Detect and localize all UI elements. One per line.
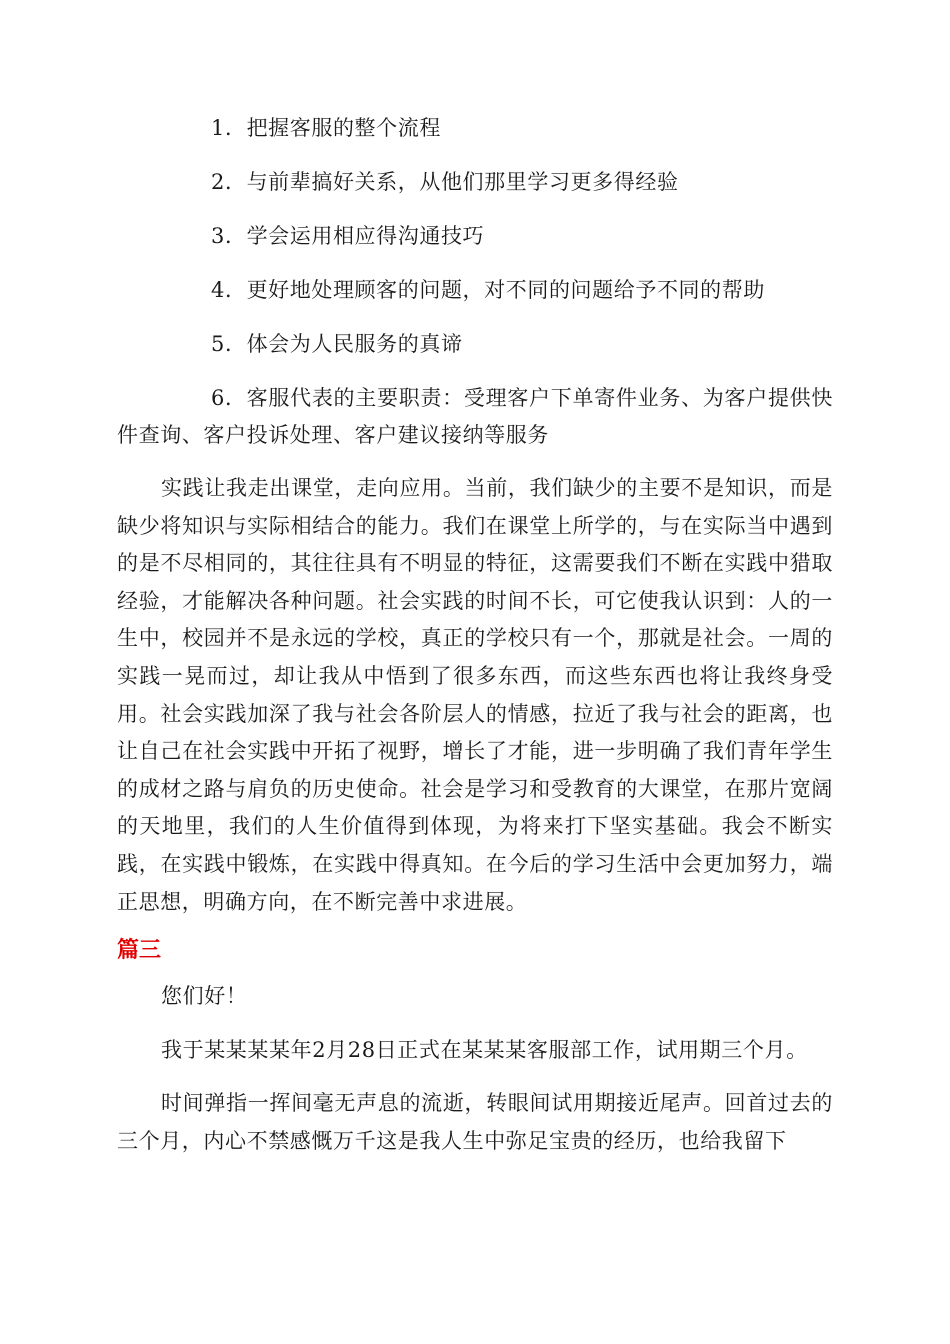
list-item — [117, 380, 833, 454]
list-number: 1． — [211, 116, 247, 140]
list-number: 5． — [211, 332, 247, 356]
list-text: 把握客服的整个流程 — [246, 116, 441, 140]
list-number: 2． — [211, 170, 247, 194]
list-text: 更好地处理顾客的问题，对不同的问题给予不同的帮助 — [246, 278, 765, 302]
greeting: 您们好！ — [161, 984, 248, 1009]
list-number: 3． — [211, 224, 247, 248]
list-text: 与前辈搞好关系，从他们那里学习更多得经验 — [246, 170, 679, 194]
document-page — [117, 110, 833, 1161]
list-text: 体会为人民服务的真谛 — [246, 332, 463, 356]
list-number: 4． — [211, 278, 247, 302]
list-number: 6． — [211, 386, 247, 410]
list-item — [117, 218, 833, 255]
list-text: 客服代表的主要职责：受理客户下单寄件业务、为客户提供快件查询、客户投诉处理、客户建议接纳等服务 — [117, 386, 833, 447]
list-item — [117, 164, 833, 201]
list-item — [117, 110, 833, 147]
list-item — [117, 326, 833, 363]
paragraph-time: 时间弹指一挥间毫无声息的流逝，转眼间试用期接近尾声。回首过去的三个月，内心不禁感慨万千这是我人生中弥足宝贵的经历，也给我留下 — [117, 1091, 833, 1153]
section-heading: 篇三 — [117, 938, 162, 964]
paragraph-practice: 实践让我走出课堂，走向应用。当前，我们缺少的主要不是知识，而是缺少将知识与实际相结合的能力。我们在课堂上所学的，与在实际当中遇到的是不尽相同的，其往往具有不明显的特征，这需要我们不断在实践中猎取经验，才能解决各种问题。社会实践的时间不长，可它使我认识到：人的一生中，校园并不是永远的学校，真正的学校只有一个，那就是社会。一周的实践一晃而过，却让我从中悟到了很多东西，而这些东西也将让我终身受用。社会实践加深了我与社会各阶层人的情感，拉近了我与社会的距离，也让自己在社会实践中开拓了视野，增长了才能，进一步明确了我们青年学生的成材之路与肩负的历史使命。社会是学习和受教育的大课堂，在那片宽阔的天地里，我们的人生价值得到体现，为将来打下坚实基础。我会不断实践，在实践中锻炼，在实践中得真知。在今后的学习生活中会更加努力，端正思想，明确方向，在不断完善中求进展。 — [117, 476, 833, 914]
list-item — [117, 272, 833, 309]
paragraph-trial: 我于某某某某年2月28日正式在某某某客服部工作，试用期三个月。 — [161, 1037, 808, 1062]
list-text: 学会运用相应得沟通技巧 — [246, 224, 485, 248]
